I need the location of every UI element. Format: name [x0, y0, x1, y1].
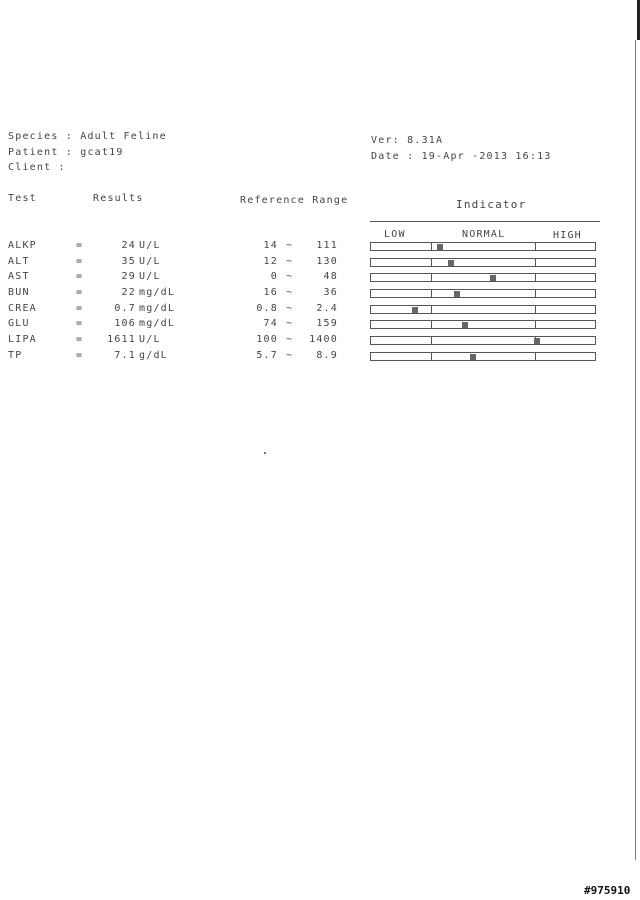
header-rule [370, 221, 600, 222]
result-eq: = [76, 350, 84, 361]
result-row-alt [0, 256, 640, 272]
ref-low: 12 [263, 256, 278, 267]
ref-low: 0.8 [256, 303, 278, 314]
indicator-bar [370, 242, 596, 251]
scan-speck [264, 452, 266, 454]
species-label: Species [8, 131, 59, 142]
species-line: Species : Adult Feline [8, 131, 167, 142]
ref-tilde: ~ [286, 240, 294, 251]
indicator-marker [462, 322, 468, 328]
ref-low: 5.7 [256, 350, 278, 361]
indicator-marker [490, 275, 496, 281]
result-value: 35 [121, 256, 136, 267]
indicator-bar [370, 352, 596, 361]
result-row-tp [0, 350, 640, 366]
scan-edge-line [635, 40, 636, 860]
indicator-marker [448, 260, 454, 266]
ref-tilde: ~ [286, 318, 294, 329]
result-row-lipa [0, 334, 640, 350]
ref-tilde: ~ [286, 303, 294, 314]
col-indicator-header: Indicator [456, 198, 527, 211]
ref-high: 159 [316, 318, 338, 329]
ref-high: 8.9 [316, 350, 338, 361]
result-row-glu [0, 318, 640, 334]
indicator-bar [370, 336, 596, 345]
result-unit: U/L [139, 240, 161, 251]
indicator-bar [370, 289, 596, 298]
ref-low: 0 [270, 271, 278, 282]
col-test-header: Test [8, 193, 37, 204]
indicator-marker [454, 291, 460, 297]
result-test: AST [8, 271, 30, 282]
result-row-crea [0, 303, 640, 319]
result-unit: U/L [139, 334, 161, 345]
result-value: 22 [121, 287, 136, 298]
result-test: TP [8, 350, 23, 361]
ref-low: 14 [263, 240, 278, 251]
indicator-bar [370, 258, 596, 267]
result-test: ALT [8, 256, 30, 267]
date-label: Date : [371, 151, 415, 162]
result-test: CREA [8, 303, 37, 314]
result-test: LIPA [8, 334, 37, 345]
indicator-normal-label: NORMAL [462, 229, 506, 240]
ref-low: 74 [263, 318, 278, 329]
result-eq: = [76, 334, 84, 345]
ref-tilde: ~ [286, 350, 294, 361]
indicator-marker [534, 338, 540, 344]
result-unit: mg/dL [139, 303, 176, 314]
col-results-header: Results [93, 193, 144, 204]
ref-high: 36 [323, 287, 338, 298]
patient-line: Patient : gcat19 [8, 147, 124, 158]
result-value: 0.7 [114, 303, 136, 314]
result-test: GLU [8, 318, 30, 329]
ref-low: 16 [263, 287, 278, 298]
result-test: ALKP [8, 240, 37, 251]
species-value: Adult Feline [80, 131, 167, 142]
ref-tilde: ~ [286, 271, 294, 282]
ref-low: 100 [256, 334, 278, 345]
ref-high: 111 [316, 240, 338, 251]
col-reference-header: Reference Range [240, 195, 349, 206]
ref-high: 2.4 [316, 303, 338, 314]
result-row-ast [0, 271, 640, 287]
result-value: 1611 [107, 334, 136, 345]
result-eq: = [76, 240, 84, 251]
result-value: 7.1 [114, 350, 136, 361]
client-line: Client : [8, 162, 66, 173]
ref-tilde: ~ [286, 334, 294, 345]
result-eq: = [76, 318, 84, 329]
result-unit: g/dL [139, 350, 168, 361]
result-value: 106 [114, 318, 136, 329]
result-unit: U/L [139, 256, 161, 267]
indicator-bar [370, 305, 596, 314]
indicator-high-label: HIGH [553, 230, 582, 241]
result-test: BUN [8, 287, 30, 298]
date-line [371, 151, 552, 162]
ref-high: 1400 [309, 334, 338, 345]
document-id: #975910 [584, 884, 631, 897]
result-unit: U/L [139, 271, 161, 282]
indicator-bar [370, 320, 596, 329]
indicator-low-label: LOW [384, 229, 406, 240]
version-line [371, 135, 443, 146]
ref-tilde: ~ [286, 287, 294, 298]
indicator-marker [470, 354, 476, 360]
ref-tilde: ~ [286, 256, 294, 267]
result-eq: = [76, 287, 84, 298]
result-value: 24 [121, 240, 136, 251]
version-label: Ver: [371, 135, 400, 146]
date-value: 19-Apr -2013 16:13 [421, 151, 552, 162]
result-unit: mg/dL [139, 318, 176, 329]
indicator-marker [437, 244, 443, 250]
result-eq: = [76, 256, 84, 267]
patient-value: gcat19 [80, 147, 124, 158]
result-row-bun [0, 287, 640, 303]
patient-label: Patient [8, 147, 59, 158]
indicator-marker [412, 307, 418, 313]
version-value: 8.31A [407, 135, 444, 146]
result-unit: mg/dL [139, 287, 176, 298]
result-value: 29 [121, 271, 136, 282]
indicator-bar [370, 273, 596, 282]
result-eq: = [76, 271, 84, 282]
result-row-alkp [0, 240, 640, 256]
ref-high: 48 [323, 271, 338, 282]
client-label: Client [8, 162, 52, 173]
ref-high: 130 [316, 256, 338, 267]
result-eq: = [76, 303, 84, 314]
